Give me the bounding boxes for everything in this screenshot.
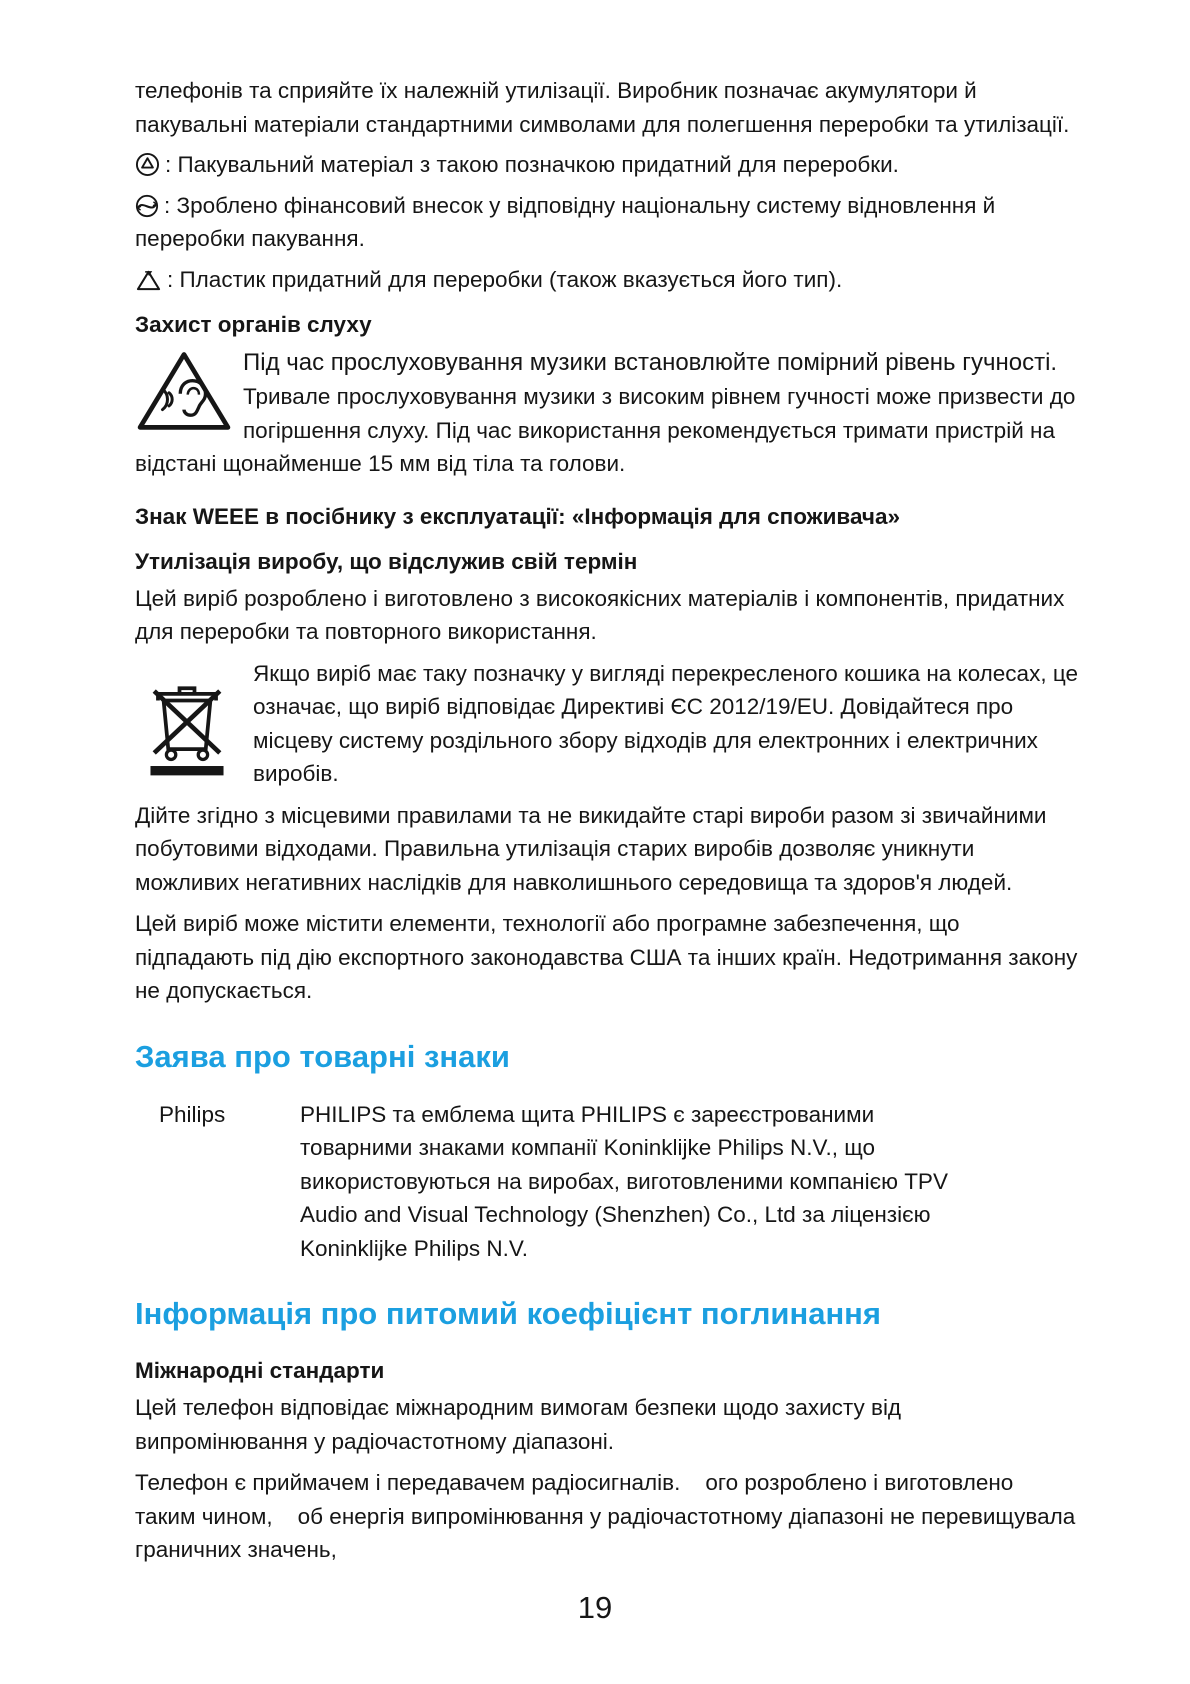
sar-heading: Інформація про питомий коефіцієнт поглинання <box>135 1296 881 1331</box>
packaging-recycle-icon <box>135 152 160 177</box>
hearing-warning-triangle-icon <box>135 347 233 433</box>
trademark-text: PHILIPS та емблема щита PHILIPS є зареєстрованими товарними знаками компанії Koninklijke Philips N.V., що використовуються на виробах, виготовленими компанією TPV Audio and Visual Technology (Shenzhen) Co., Ltd за ліцензією Koninklijke Philips N.V. <box>300 1101 948 1261</box>
green-dot-text: : Зроблено фінансовий внесок у відповідну національну систему відновлення й переробки пакування. <box>135 192 996 251</box>
trademarks-heading: Заява про товарні знаки <box>135 1038 510 1074</box>
plastic-recycle-line <box>135 263 1078 297</box>
green-dot-icon <box>135 194 159 218</box>
disposal-paragraph-2: Якщо виріб має таку позначку у вигляді перекресленого кошика на колесах, це означає, що виріб відповідає Директиві ЄС 2012/19/EU. Довідайтеся про місцеву систему роздільного збору відходів для електронних і електричних виробів. <box>253 660 1078 786</box>
sar-paragraph-1: Цей телефон відповідає міжнародним вимогам безпеки щодо захисту від випромінювання у радіочастотному діапазоні. <box>135 1395 902 1454</box>
weee-block <box>135 657 1078 791</box>
plastic-recycle-icon <box>135 269 162 292</box>
plastic-recycle-text: : Пластик придатний для переробки (також вказується його тип). <box>167 266 843 292</box>
hearing-lead-text: Під час прослуховування музики встановлюйте помірний рівень гучності. <box>243 349 1058 376</box>
intro-paragraph: телефонів та сприяйте їх належній утилізації. Виробник позначає акумулятори й пакувальні матеріали стандартними символами для полегшення переробки та утилізації. <box>135 78 1070 137</box>
sar-paragraph-2: Телефон є приймачем і передавачем радіосигналів. ого розроблено і виготовлено таким чином, об енергія випромінювання у радіочастотному діапазоні не перевищувала граничних значень, <box>135 1470 1076 1562</box>
philips-wordmark: Philips <box>159 1101 226 1127</box>
green-dot-line <box>135 189 1078 256</box>
trademark-row <box>135 1098 1078 1266</box>
weee-crossed-bin-icon <box>135 663 239 781</box>
weee-note-heading: Знак WEEE в посібнику з експлуатації: «Інформація для споживача» <box>135 503 901 529</box>
hearing-body-text: Тривале прослуховування музики з високим рівнем гучності може призвести до погіршення слуху. Під час використання рекомендується тримати пристрій на відстані щонайменше 15 мм від тіла та голови. <box>135 384 1076 476</box>
disposal-paragraph-3: Дійте згідно з місцевими правилами та не викидайте старі вироби разом зі звичайними побутовими відходами. Правильна утилізація старих виробів дозволяє уникнути можливих негативних наслідків для навколишнього середовища та здоров'я людей. <box>135 802 1047 895</box>
packaging-recycle-text: : Пакувальний матеріал з такою позначкою придатний для переробки. <box>165 152 899 177</box>
disposal-paragraph-1: Цей виріб розроблено і виготовлено з високоякісних матеріалів і компонентів, придатних для переробки та повторного використання. <box>135 585 1065 644</box>
hearing-protection-block <box>135 345 1078 481</box>
disposal-heading: Утилізація виробу, що відслужив свій термін <box>135 548 638 574</box>
disposal-paragraph-4: Цей виріб може містити елементи, технології або програмне забезпечення, що підпадають під дію експортного законодавства США та інших країн. Недотримання закону не допускається. <box>135 911 1078 1003</box>
page-number: 19 <box>577 1590 613 1625</box>
hearing-protection-heading: Захист органів слуху <box>135 312 372 337</box>
packaging-recycle-line <box>135 148 1078 182</box>
sar-standards-heading: Міжнародні стандарти <box>135 1358 385 1383</box>
